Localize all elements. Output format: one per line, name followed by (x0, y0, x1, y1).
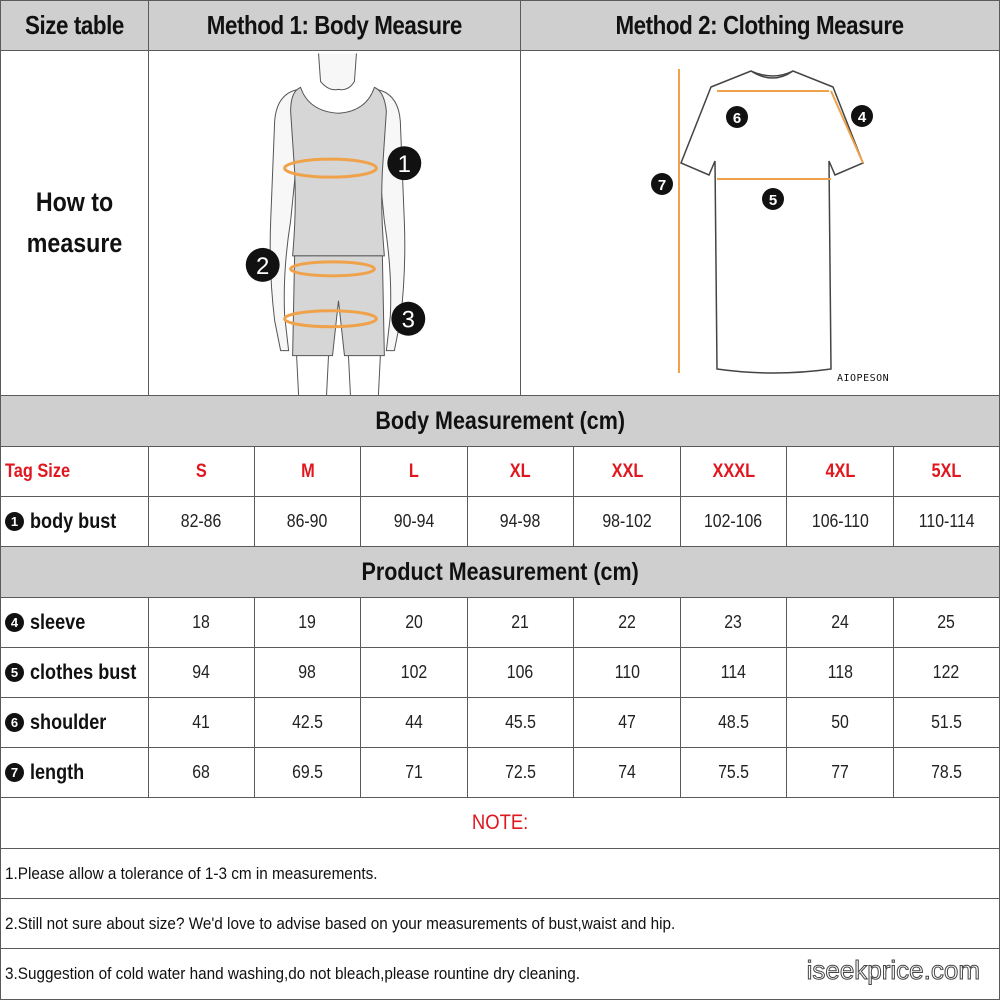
marker-2 (246, 247, 280, 281)
table-cell-text: 69.5 (292, 762, 323, 782)
table-cell-text: 94 (192, 662, 211, 682)
table-cell (893, 647, 1000, 698)
table-cell (573, 697, 681, 748)
table-cell (254, 647, 361, 698)
table-cell-text: 41 (192, 712, 211, 732)
table-cell (467, 697, 574, 748)
size-header-cell (786, 446, 894, 497)
tag-size-label: Tag Size (0, 446, 149, 497)
table-cell-text: 24 (831, 612, 849, 632)
table-cell-text: 86-90 (287, 511, 328, 531)
table-cell-text: 50 (831, 712, 849, 732)
size-header-cell (148, 446, 255, 497)
table-cell (360, 647, 468, 698)
body-measurement-title: Body Measurement (cm) (0, 395, 1000, 447)
row-label-text: clothes bust (30, 660, 137, 684)
brand-label: AIOPESON (837, 373, 890, 384)
svg-text:6: 6 (732, 109, 742, 127)
table-cell-text: 74 (618, 762, 636, 782)
shirt-figure-illustration (521, 51, 999, 396)
table-cell-text: 98-102 (602, 511, 652, 531)
size-header-cell (893, 446, 1000, 497)
table-cell-text: 45.5 (505, 712, 536, 732)
table-cell-text: 94-98 (500, 511, 541, 531)
table-cell-text: 102-106 (704, 511, 763, 531)
table-cell-text: 75.5 (718, 762, 749, 782)
table-cell (893, 747, 1000, 798)
marker-6 (726, 106, 748, 128)
table-cell (893, 496, 1000, 547)
svg-text:1: 1 (397, 150, 411, 178)
size-header-cell (360, 446, 468, 497)
table-cell (467, 647, 574, 698)
note-title: NOTE: (0, 797, 1000, 849)
size-header-cell-text: XXXL (712, 460, 755, 482)
table-cell (360, 697, 468, 748)
table-cell (360, 496, 468, 547)
table-cell-text: 68 (192, 762, 211, 782)
row-label (0, 647, 149, 698)
table-cell-text: 118 (827, 662, 853, 682)
marker-5 (762, 188, 784, 210)
method1-header: Method 1: Body Measure (148, 0, 521, 51)
table-cell-text: 20 (405, 612, 423, 632)
table-cell-text: 51.5 (931, 712, 962, 732)
product-measurement-title: Product Measurement (cm) (0, 546, 1000, 598)
table-cell-text: 106 (507, 662, 534, 682)
table-cell-text: 18 (192, 612, 211, 632)
number-bullet-icon: 5 (5, 663, 24, 682)
size-table-header: Size table (0, 0, 149, 51)
table-cell (573, 496, 681, 547)
size-header-cell-text: S (196, 460, 207, 482)
table-cell (680, 496, 787, 547)
size-header-cell-text: XL (510, 460, 531, 482)
table-cell-text: 122 (933, 662, 960, 682)
table-cell-text: 90-94 (393, 511, 435, 531)
table-cell-text: 98 (298, 662, 317, 682)
size-header-cell-text: L (409, 460, 419, 482)
table-cell-text: 42.5 (292, 712, 323, 732)
body-figure-illustration (149, 51, 520, 396)
table-cell (680, 747, 787, 798)
svg-text:2: 2 (256, 252, 270, 280)
table-cell-text: 48.5 (718, 712, 749, 732)
table-cell (360, 747, 468, 798)
marker-4 (851, 105, 873, 127)
table-cell (786, 747, 894, 798)
table-cell-text: 106-110 (811, 511, 869, 531)
table-cell (467, 597, 574, 648)
table-cell-text: 102 (400, 662, 428, 682)
note-item: 3.Suggestion of cold water hand washing,do not bleach,please rountine dry cleaning. (0, 948, 1000, 1000)
row-label (0, 697, 149, 748)
table-cell (254, 747, 361, 798)
table-cell-text: 82-86 (181, 511, 222, 531)
size-header-cell (680, 446, 787, 497)
marker-3 (391, 301, 425, 335)
table-cell (573, 747, 681, 798)
table-cell (786, 647, 894, 698)
body-measure-figure-cell (148, 50, 521, 396)
table-cell (893, 697, 1000, 748)
table-cell-text: 114 (720, 662, 747, 682)
table-cell (680, 697, 787, 748)
row-label (0, 597, 149, 648)
table-cell (148, 496, 255, 547)
size-header-cell (254, 446, 361, 497)
table-cell-text: 72.5 (505, 762, 536, 782)
table-cell-text: 21 (511, 612, 530, 632)
clothing-measure-figure-cell (520, 50, 1000, 396)
table-cell (786, 697, 894, 748)
table-cell (360, 597, 468, 648)
table-cell (148, 747, 255, 798)
svg-text:7: 7 (657, 176, 667, 194)
svg-text:5: 5 (768, 191, 778, 209)
note-item: 1.Please allow a tolerance of 1-3 cm in measurements. (0, 848, 1000, 899)
table-cell (254, 597, 361, 648)
row-label (0, 747, 149, 798)
size-header-cell-text: 5XL (931, 460, 962, 482)
note-item: 2.Still not sure about size? We'd love to advise based on your measurements of bust,waist and hip. (0, 898, 1000, 949)
table-cell-text: 44 (405, 712, 423, 732)
size-header-cell-text: 4XL (825, 460, 855, 482)
table-cell (573, 597, 681, 648)
table-cell (254, 697, 361, 748)
row-label-text: sleeve (30, 610, 86, 634)
table-cell (786, 597, 894, 648)
row-label-text: length (30, 760, 85, 784)
table-cell-text: 78.5 (931, 762, 962, 782)
table-cell-text: 19 (298, 612, 317, 632)
method2-header: Method 2: Clothing Measure (520, 0, 1000, 51)
number-bullet-icon: 6 (5, 713, 24, 732)
table-cell-text: 47 (618, 712, 636, 732)
table-cell (148, 697, 255, 748)
size-header-cell-text: XXL (611, 460, 643, 482)
table-cell (680, 597, 787, 648)
row-label (0, 496, 149, 547)
size-header-cell (467, 446, 574, 497)
table-cell (254, 496, 361, 547)
marker-7 (651, 173, 673, 195)
table-cell-text: 22 (618, 612, 636, 632)
marker-1 (387, 146, 421, 180)
svg-text:3: 3 (401, 306, 415, 334)
table-cell-text: 110 (614, 662, 640, 682)
watermark: iseekprice.com (806, 955, 980, 985)
table-cell (148, 647, 255, 698)
table-cell-text: 71 (405, 762, 423, 782)
row-label-text: body bust (30, 509, 117, 533)
number-bullet-icon: 4 (5, 613, 24, 632)
table-cell-text: 25 (937, 612, 956, 632)
number-bullet-icon: 7 (5, 763, 24, 782)
table-cell (573, 647, 681, 698)
size-header-cell-text: M (300, 460, 315, 482)
table-cell (680, 647, 787, 698)
table-cell (467, 496, 574, 547)
table-cell (467, 747, 574, 798)
table-cell-text: 23 (724, 612, 743, 632)
table-cell-text: 110-114 (918, 511, 975, 531)
table-cell (893, 597, 1000, 648)
table-cell (786, 496, 894, 547)
table-cell (148, 597, 255, 648)
number-bullet-icon: 1 (5, 512, 24, 531)
row-label-text: shoulder (30, 710, 107, 734)
how-to-measure-label: How to measure (0, 50, 149, 396)
svg-text:4: 4 (857, 108, 867, 126)
table-cell-text: 77 (831, 762, 849, 782)
size-header-cell (573, 446, 681, 497)
